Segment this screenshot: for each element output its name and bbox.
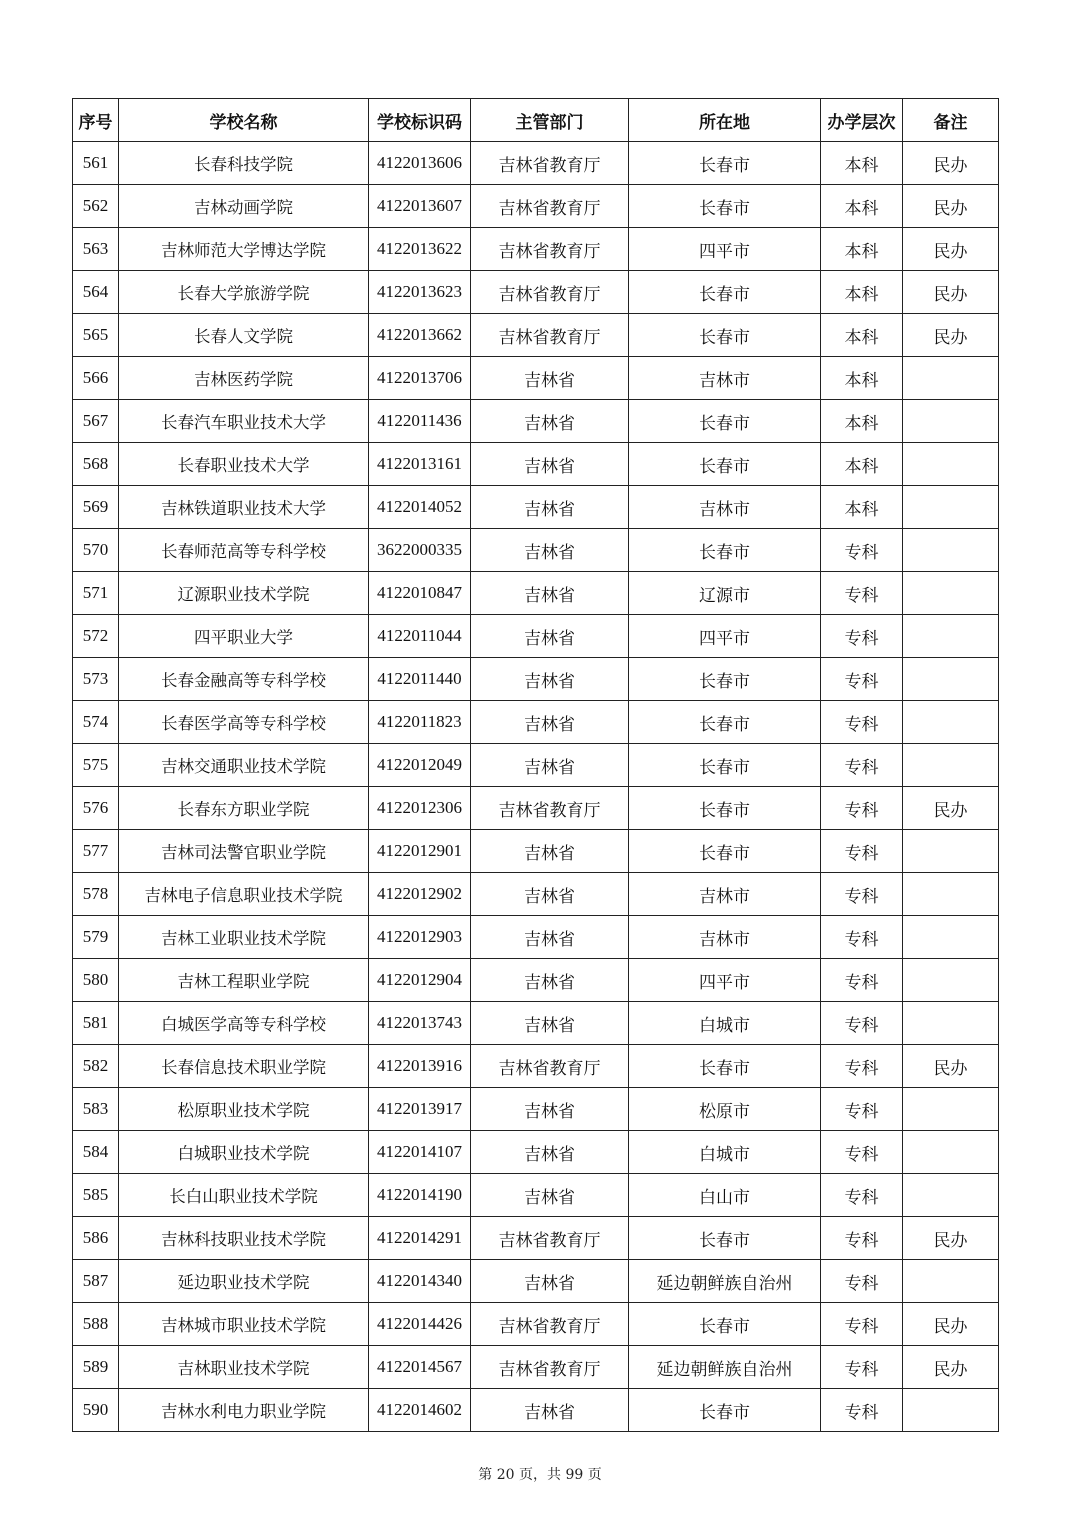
cell-remark [903,658,999,701]
table-row [73,916,999,959]
cell-remark: 民办 [903,271,999,314]
cell-department: 吉林省 [471,1260,629,1303]
cell-school-name: 白城职业技术学院 [119,1131,369,1174]
table-row [73,744,999,787]
cell-department: 吉林省 [471,529,629,572]
cell-location: 长春市 [629,830,821,873]
cell-index: 581 [73,1002,119,1045]
cell-school-code: 4122013622 [369,228,471,271]
table-row [73,615,999,658]
cell-department: 吉林省 [471,916,629,959]
cell-remark [903,400,999,443]
cell-school-name: 辽源职业技术学院 [119,572,369,615]
cell-location: 延边朝鲜族自治州 [629,1346,821,1389]
table-row [73,400,999,443]
cell-location: 长春市 [629,529,821,572]
table-row [73,658,999,701]
cell-department: 吉林省教育厅 [471,1217,629,1260]
cell-department: 吉林省 [471,873,629,916]
cell-location: 白城市 [629,1002,821,1045]
cell-level: 专科 [821,1346,903,1389]
cell-level: 专科 [821,1088,903,1131]
table-row [73,443,999,486]
table-row [73,529,999,572]
cell-location: 延边朝鲜族自治州 [629,1260,821,1303]
cell-school-code: 4122011823 [369,701,471,744]
cell-school-code: 4122013743 [369,1002,471,1045]
cell-school-name: 四平职业大学 [119,615,369,658]
cell-school-code: 4122014052 [369,486,471,529]
table-row [73,701,999,744]
cell-remark [903,1260,999,1303]
cell-school-name: 吉林水利电力职业学院 [119,1389,369,1432]
cell-school-code: 4122012904 [369,959,471,1002]
cell-school-name: 吉林电子信息职业技术学院 [119,873,369,916]
page-number: 第 20 页，共 99 页 [478,1467,602,1483]
header-location: 所在地 [629,99,821,142]
cell-level: 专科 [821,1002,903,1045]
cell-school-name: 吉林工程职业学院 [119,959,369,1002]
cell-index: 589 [73,1346,119,1389]
cell-remark [903,615,999,658]
cell-school-name: 吉林动画学院 [119,185,369,228]
cell-department: 吉林省 [471,1088,629,1131]
cell-level: 专科 [821,916,903,959]
cell-school-name: 长春信息技术职业学院 [119,1045,369,1088]
table-row [73,1389,999,1432]
table-row [73,572,999,615]
cell-school-code: 4122014426 [369,1303,471,1346]
cell-school-code: 4122012049 [369,744,471,787]
cell-school-code: 4122014291 [369,1217,471,1260]
cell-remark [903,744,999,787]
cell-remark [903,529,999,572]
cell-location: 白山市 [629,1174,821,1217]
cell-index: 586 [73,1217,119,1260]
cell-school-name: 长白山职业技术学院 [119,1174,369,1217]
cell-school-code: 4122012901 [369,830,471,873]
cell-location: 长春市 [629,271,821,314]
cell-level: 专科 [821,744,903,787]
cell-school-code: 4122014567 [369,1346,471,1389]
cell-location: 长春市 [629,1389,821,1432]
cell-level: 专科 [821,1131,903,1174]
header-level: 办学层次 [821,99,903,142]
cell-index: 585 [73,1174,119,1217]
cell-level: 本科 [821,142,903,185]
cell-remark: 民办 [903,1217,999,1260]
header-index: 序号 [73,99,119,142]
cell-school-code: 4122010847 [369,572,471,615]
cell-location: 吉林市 [629,873,821,916]
cell-index: 573 [73,658,119,701]
cell-level: 本科 [821,271,903,314]
cell-remark: 民办 [903,314,999,357]
cell-level: 本科 [821,443,903,486]
cell-remark: 民办 [903,1045,999,1088]
cell-index: 566 [73,357,119,400]
cell-index: 588 [73,1303,119,1346]
cell-school-code: 4122012902 [369,873,471,916]
cell-school-code: 4122014340 [369,1260,471,1303]
table-header-row [73,99,999,142]
cell-level: 专科 [821,787,903,830]
cell-remark [903,1131,999,1174]
header-department: 主管部门 [471,99,629,142]
cell-index: 577 [73,830,119,873]
cell-school-name: 长春科技学院 [119,142,369,185]
table-row [73,1260,999,1303]
cell-index: 584 [73,1131,119,1174]
cell-department: 吉林省 [471,1131,629,1174]
cell-index: 582 [73,1045,119,1088]
cell-remark [903,443,999,486]
cell-school-name: 长春师范高等专科学校 [119,529,369,572]
cell-school-code: 4122013606 [369,142,471,185]
table-row [73,271,999,314]
cell-location: 四平市 [629,615,821,658]
cell-school-name: 长春汽车职业技术大学 [119,400,369,443]
cell-location: 长春市 [629,185,821,228]
cell-school-name: 长春医学高等专科学校 [119,701,369,744]
table-row [73,314,999,357]
table-row [73,1346,999,1389]
cell-index: 575 [73,744,119,787]
cell-remark: 民办 [903,1346,999,1389]
cell-school-name: 长春金融高等专科学校 [119,658,369,701]
cell-school-code: 4122013916 [369,1045,471,1088]
cell-department: 吉林省教育厅 [471,142,629,185]
cell-index: 563 [73,228,119,271]
table-row [73,357,999,400]
cell-remark [903,1088,999,1131]
cell-location: 白城市 [629,1131,821,1174]
table-row [73,185,999,228]
cell-level: 专科 [821,658,903,701]
table-row [73,1174,999,1217]
cell-department: 吉林省 [471,486,629,529]
cell-location: 松原市 [629,1088,821,1131]
cell-school-code: 3622000335 [369,529,471,572]
cell-school-code: 4122013662 [369,314,471,357]
cell-school-code: 4122013607 [369,185,471,228]
cell-index: 565 [73,314,119,357]
cell-level: 专科 [821,959,903,1002]
cell-level: 本科 [821,314,903,357]
cell-department: 吉林省 [471,572,629,615]
cell-location: 吉林市 [629,486,821,529]
cell-index: 562 [73,185,119,228]
cell-level: 专科 [821,873,903,916]
cell-location: 长春市 [629,1303,821,1346]
cell-index: 578 [73,873,119,916]
cell-remark [903,486,999,529]
cell-index: 579 [73,916,119,959]
cell-school-name: 长春东方职业学院 [119,787,369,830]
table-row [73,1303,999,1346]
cell-index: 568 [73,443,119,486]
cell-index: 567 [73,400,119,443]
cell-index: 580 [73,959,119,1002]
cell-index: 569 [73,486,119,529]
cell-location: 长春市 [629,658,821,701]
cell-location: 长春市 [629,787,821,830]
cell-department: 吉林省 [471,615,629,658]
cell-remark [903,701,999,744]
cell-department: 吉林省 [471,830,629,873]
table-row [73,873,999,916]
cell-department: 吉林省 [471,744,629,787]
cell-remark [903,357,999,400]
cell-department: 吉林省 [471,357,629,400]
table-body [73,142,999,1432]
cell-remark: 民办 [903,185,999,228]
cell-location: 长春市 [629,142,821,185]
table-row [73,486,999,529]
cell-level: 专科 [821,529,903,572]
table-row [73,142,999,185]
cell-index: 561 [73,142,119,185]
cell-school-name: 吉林城市职业技术学院 [119,1303,369,1346]
cell-department: 吉林省教育厅 [471,314,629,357]
table-row [73,1088,999,1131]
cell-level: 专科 [821,1174,903,1217]
cell-department: 吉林省 [471,1002,629,1045]
cell-index: 570 [73,529,119,572]
cell-remark [903,873,999,916]
cell-location: 长春市 [629,1217,821,1260]
cell-level: 专科 [821,701,903,744]
cell-remark [903,1002,999,1045]
cell-department: 吉林省教育厅 [471,787,629,830]
cell-index: 564 [73,271,119,314]
cell-remark [903,572,999,615]
cell-school-name: 吉林科技职业技术学院 [119,1217,369,1260]
cell-location: 长春市 [629,744,821,787]
cell-school-code: 4122013706 [369,357,471,400]
cell-level: 本科 [821,357,903,400]
cell-school-name: 延边职业技术学院 [119,1260,369,1303]
table-row [73,1217,999,1260]
cell-remark [903,916,999,959]
cell-school-name: 白城医学高等专科学校 [119,1002,369,1045]
cell-level: 本科 [821,228,903,271]
cell-remark [903,1389,999,1432]
cell-remark [903,830,999,873]
cell-index: 587 [73,1260,119,1303]
cell-department: 吉林省 [471,959,629,1002]
cell-level: 本科 [821,486,903,529]
cell-school-code: 4122012903 [369,916,471,959]
cell-school-code: 4122012306 [369,787,471,830]
cell-location: 长春市 [629,1045,821,1088]
cell-school-code: 4122013917 [369,1088,471,1131]
table-row [73,959,999,1002]
cell-level: 专科 [821,1389,903,1432]
cell-school-name: 吉林医药学院 [119,357,369,400]
table-row [73,1045,999,1088]
cell-location: 吉林市 [629,916,821,959]
table-row [73,830,999,873]
cell-level: 专科 [821,1260,903,1303]
cell-school-code: 4122013161 [369,443,471,486]
cell-department: 吉林省教育厅 [471,1045,629,1088]
table-row [73,1131,999,1174]
cell-school-code: 4122014190 [369,1174,471,1217]
cell-school-name: 长春大学旅游学院 [119,271,369,314]
cell-location: 长春市 [629,314,821,357]
cell-department: 吉林省教育厅 [471,1303,629,1346]
cell-level: 专科 [821,572,903,615]
cell-school-name: 吉林铁道职业技术大学 [119,486,369,529]
cell-index: 583 [73,1088,119,1131]
header-school-name: 学校名称 [119,99,369,142]
cell-department: 吉林省 [471,658,629,701]
cell-school-name: 吉林司法警官职业学院 [119,830,369,873]
cell-school-code: 4122011436 [369,400,471,443]
cell-remark: 民办 [903,787,999,830]
cell-department: 吉林省 [471,701,629,744]
cell-remark: 民办 [903,1303,999,1346]
cell-department: 吉林省教育厅 [471,185,629,228]
cell-level: 专科 [821,830,903,873]
cell-department: 吉林省 [471,443,629,486]
table-row [73,1002,999,1045]
cell-school-code: 4122014602 [369,1389,471,1432]
cell-school-name: 吉林工业职业技术学院 [119,916,369,959]
cell-department: 吉林省 [471,400,629,443]
cell-level: 专科 [821,1217,903,1260]
cell-department: 吉林省 [471,1389,629,1432]
cell-school-code: 4122014107 [369,1131,471,1174]
cell-index: 590 [73,1389,119,1432]
cell-location: 吉林市 [629,357,821,400]
cell-remark [903,1174,999,1217]
cell-location: 长春市 [629,701,821,744]
cell-remark [903,959,999,1002]
cell-department: 吉林省教育厅 [471,1346,629,1389]
cell-location: 长春市 [629,400,821,443]
cell-index: 572 [73,615,119,658]
cell-school-code: 4122013623 [369,271,471,314]
cell-level: 专科 [821,1303,903,1346]
cell-location: 四平市 [629,959,821,1002]
cell-school-name: 吉林职业技术学院 [119,1346,369,1389]
cell-index: 574 [73,701,119,744]
cell-level: 专科 [821,615,903,658]
header-remark: 备注 [903,99,999,142]
cell-department: 吉林省教育厅 [471,271,629,314]
cell-level: 本科 [821,185,903,228]
cell-school-name: 吉林师范大学博达学院 [119,228,369,271]
cell-location: 辽源市 [629,572,821,615]
cell-location: 四平市 [629,228,821,271]
table-row [73,228,999,271]
cell-remark: 民办 [903,228,999,271]
cell-school-code: 4122011440 [369,658,471,701]
cell-index: 576 [73,787,119,830]
cell-department: 吉林省 [471,1174,629,1217]
school-list-table [72,98,999,1432]
cell-school-name: 长春职业技术大学 [119,443,369,486]
cell-school-name: 长春人文学院 [119,314,369,357]
cell-level: 本科 [821,400,903,443]
cell-department: 吉林省教育厅 [471,228,629,271]
cell-level: 专科 [821,1045,903,1088]
cell-location: 长春市 [629,443,821,486]
cell-school-code: 4122011044 [369,615,471,658]
cell-school-name: 松原职业技术学院 [119,1088,369,1131]
cell-school-name: 吉林交通职业技术学院 [119,744,369,787]
header-school-code: 学校标识码 [369,99,471,142]
table-row [73,787,999,830]
cell-index: 571 [73,572,119,615]
cell-remark: 民办 [903,142,999,185]
